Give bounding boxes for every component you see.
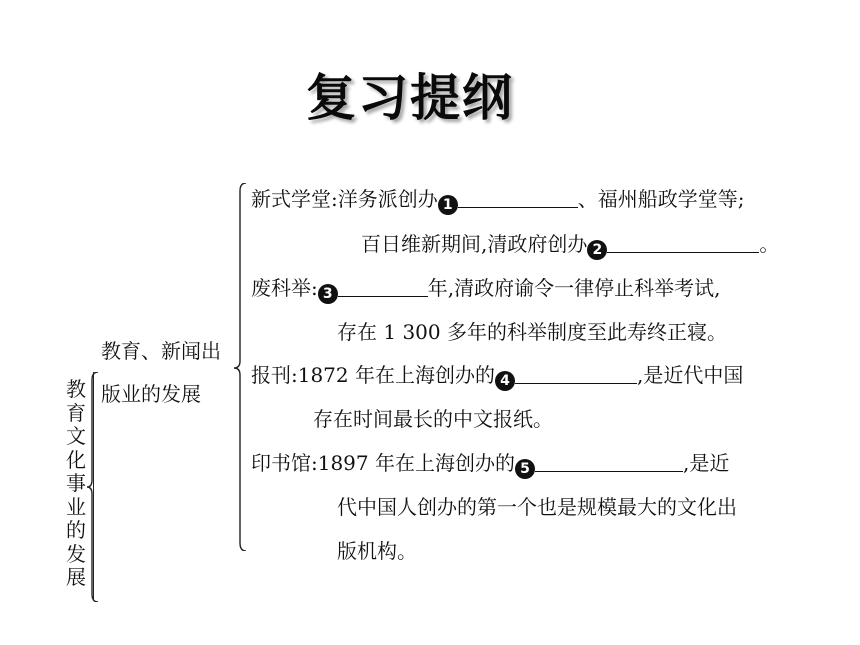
item-text: 废科举: xyxy=(251,276,318,300)
list-item xyxy=(337,491,737,520)
item-text: 、福州船政学堂等; xyxy=(577,187,745,211)
item-text: 年,清政府谕令一律停止科举考试, xyxy=(427,276,721,300)
list-item xyxy=(251,272,720,304)
number-badge: 4 xyxy=(495,371,515,391)
item-text: 新式学堂:洋务派创办 xyxy=(251,187,438,211)
subtopic-line-1: 教育、新闻出 xyxy=(101,339,221,363)
list-item xyxy=(251,183,745,215)
list-item xyxy=(337,535,417,564)
answer-blank[interactable] xyxy=(338,280,428,297)
list-item xyxy=(251,447,729,479)
number-badge: 5 xyxy=(515,459,535,479)
item-text: ,是近 xyxy=(683,451,730,475)
list-item xyxy=(251,359,743,391)
subtopic-line-2: 版业的发展 xyxy=(101,382,201,406)
item-text: 存在时间最长的中文报纸。 xyxy=(313,407,553,431)
item-text: 代中国人创办的第一个也是规模最大的文化出 xyxy=(337,495,737,519)
item-text: 存在 1 300 多年的科举制度至此寿终正寝。 xyxy=(337,320,727,344)
item-text: 印书馆:1897 年在上海创办的 xyxy=(251,451,515,475)
item-text: 。 xyxy=(759,232,780,256)
topic-divider-line xyxy=(93,372,94,600)
number-badge: 2 xyxy=(587,240,607,260)
answer-blank[interactable] xyxy=(458,191,578,208)
answer-blank[interactable] xyxy=(515,367,637,384)
vertical-topic: 教育文化事业的发展 xyxy=(66,377,86,589)
subtopic-brace xyxy=(232,183,248,551)
list-item xyxy=(313,403,553,432)
answer-blank[interactable] xyxy=(607,236,759,253)
list-item xyxy=(361,228,779,260)
item-text: 百日维新期间,清政府创办 xyxy=(361,232,588,256)
item-text: 报刊:1872 年在上海创办的 xyxy=(251,363,495,387)
number-badge: 3 xyxy=(318,284,338,304)
item-text: ,是近代中国 xyxy=(637,363,744,387)
item-text: 版机构。 xyxy=(337,539,417,563)
answer-blank[interactable] xyxy=(535,455,683,472)
number-badge: 1 xyxy=(438,195,458,215)
list-item xyxy=(337,316,727,345)
page-title: 复习提纲 xyxy=(306,69,514,127)
